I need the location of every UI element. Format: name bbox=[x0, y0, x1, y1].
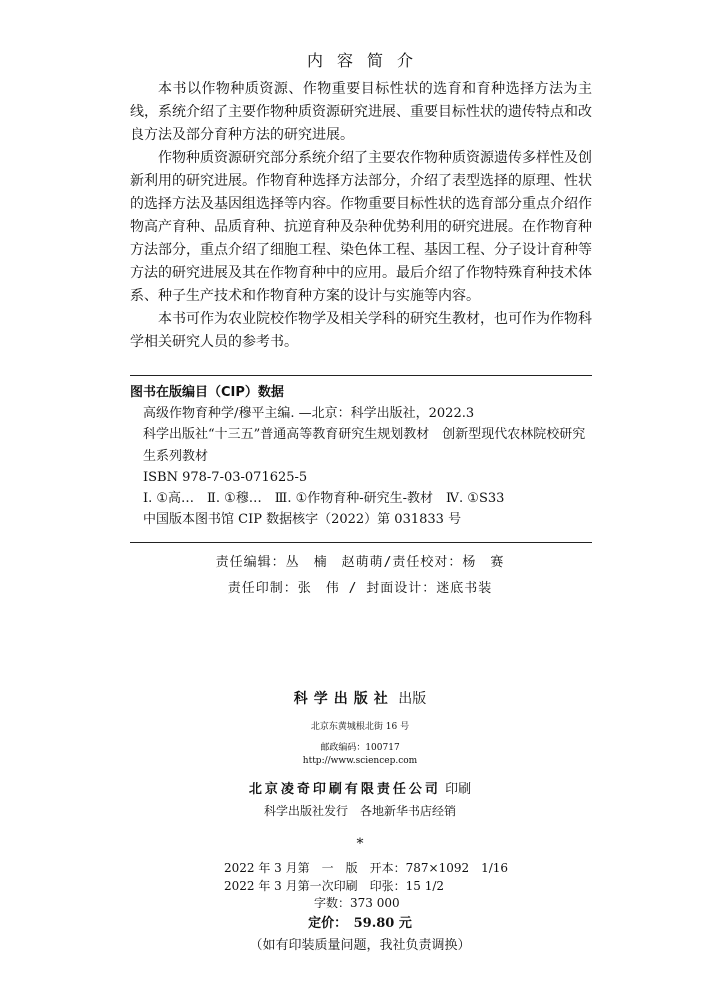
bottom-divider bbox=[130, 542, 592, 543]
postcode: 邮政编码：100717 bbox=[320, 743, 400, 753]
cip-line-isbn: ISBN 978-7-03-071625-5 bbox=[143, 469, 308, 485]
top-divider bbox=[130, 375, 592, 376]
price: 定价： 59.80 元 bbox=[308, 916, 412, 931]
cip-line-title: 高级作物育种学/穆平主编. —北京：科学出版社，2022.3 bbox=[143, 406, 475, 422]
publisher-name: 科学出版社 bbox=[293, 691, 394, 707]
editor-line-2: 责任印制：张 伟 / 封面设计：迷底书装 bbox=[227, 581, 493, 596]
book-summary bbox=[130, 78, 592, 354]
quality-note: （如有印装质量问题，我社负责调换） bbox=[249, 938, 471, 953]
printer-line bbox=[0, 778, 720, 797]
website: http://www.sciencep.com bbox=[302, 756, 418, 766]
editor-line-1: 责任编辑：丛 楠 赵萌萌/责任校对：杨 赛 bbox=[215, 555, 505, 570]
spec-edition: 2022 年 3 月第 一 版 开本：787×1092 1/16 bbox=[224, 861, 509, 875]
cip-block bbox=[130, 382, 592, 530]
edition-specs bbox=[224, 860, 514, 913]
printer-suffix: 印刷 bbox=[445, 782, 472, 797]
publisher-line bbox=[0, 688, 720, 708]
section-heading: 内容简介 bbox=[306, 51, 427, 70]
cip-line-record: 中国版本图书馆 CIP 数据核字（2022）第 031833 号 bbox=[143, 512, 462, 528]
separator-star: * bbox=[356, 836, 364, 852]
cip-heading: 图书在版编目（CIP）数据 bbox=[130, 385, 284, 400]
editor-credits bbox=[0, 550, 720, 602]
distribution-line: 科学出版社发行 各地新华书店经销 bbox=[263, 804, 456, 818]
summary-paragraph-3: 本书可作为农业院校作物学及相关学科的研究生教材，也可作为作物科学相关研究人员的参考书。 bbox=[130, 311, 592, 350]
cip-line-series: 科学出版社“十三五”普通高等教育研究生规划教材 创新型现代农林院校研究生系列教材 bbox=[143, 427, 586, 464]
summary-paragraph-2: 作物种质资源研究部分系统介绍了主要农作物种质资源遗传多样性及创新利用的研究进展。作物育种选择方法部分，介绍了表型选择的原理、性状的选择方法及基因组选择等内容。作物重要目标性状的选育部分重点介绍作物高产育种、品质育种、抗逆育种及杂种优势利用的研究进展。在作物育种方法部分，重点介绍了细胞工程、染色体工程、基因工程、分子设计育种等方法的研究进展及其在作物育种中的应用。最后介绍了作物特殊育种技术体系、种子生产技术和作物育种方案的设计与实施等内容。 bbox=[130, 150, 592, 304]
publisher-suffix: 出版 bbox=[398, 691, 427, 707]
postal-block bbox=[0, 742, 720, 768]
publisher-address: 北京东黄城根北街 16 号 bbox=[310, 722, 410, 732]
cip-line-classification: Ⅰ. ①高… Ⅱ. ①穆… Ⅲ. ①作物育种-研究生-教材 Ⅳ. ①S33 bbox=[143, 491, 505, 507]
spec-word-count: 字数：373 000 bbox=[314, 896, 400, 910]
spec-printing: 2022 年 3 月第一次印刷 印张：15 1/2 bbox=[224, 878, 445, 893]
summary-paragraph-1: 本书以作物种质资源、作物重要目标性状的选育和育种选择方法为主线，系统介绍了主要作物种质资源研究进展、重要目标性状的遗传特点和改良方法及部分育种方法的研究进展。 bbox=[130, 81, 592, 143]
printer-name: 北京凌奇印刷有限责任公司 bbox=[248, 782, 441, 797]
